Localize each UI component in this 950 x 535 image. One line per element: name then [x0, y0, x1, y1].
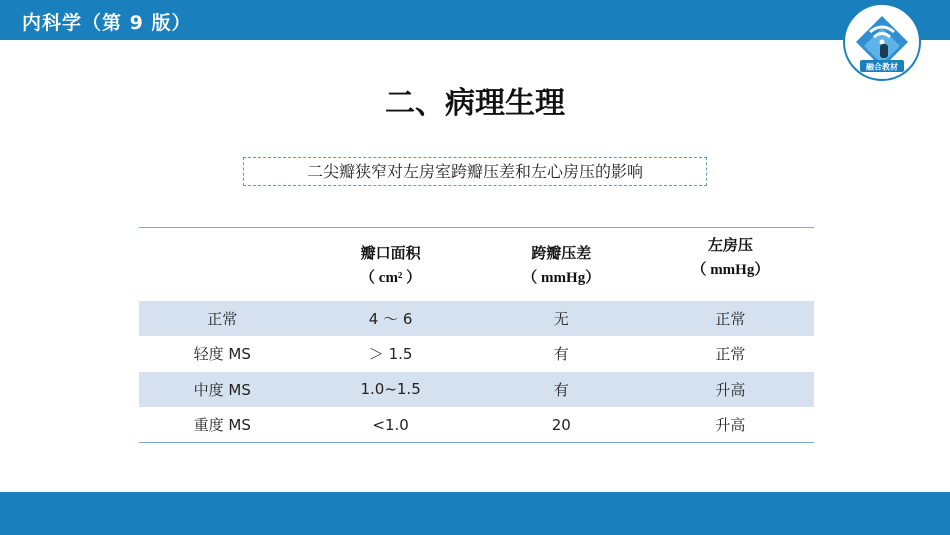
severity-cell: 重度 MS: [193, 416, 251, 434]
table-row: [139, 407, 814, 443]
ms-hemodynamics-table: [139, 227, 814, 443]
valve-area-cell: <1.0: [372, 415, 409, 434]
footer-bar: [0, 492, 950, 535]
column-unit: （ mmHg）: [691, 262, 770, 278]
valve-area-cell: 1.0~1.5: [360, 380, 421, 399]
la-pressure-cell: 升高: [715, 380, 746, 399]
gradient-cell: 20: [551, 415, 571, 434]
slide-title: 二、病理生理: [385, 86, 565, 121]
column-header-valve-area: [306, 228, 476, 301]
table-row: [139, 336, 814, 372]
table-row: [139, 301, 814, 337]
table-row: [139, 372, 814, 408]
la-pressure-cell: 正常: [715, 309, 746, 328]
column-header-gradient: [476, 228, 647, 301]
column-header-la-pressure: [647, 228, 814, 301]
book-title: 内科学（第 9 版）: [22, 12, 192, 34]
column-unit: （ mmHg）: [522, 269, 601, 286]
column-header-severity: [139, 228, 306, 301]
table-header-row: [139, 228, 814, 301]
gradient-cell: 有: [553, 380, 569, 399]
table-caption: 二尖瓣狭窄对左房室跨瓣压差和左心房压的影响: [243, 157, 707, 186]
gradient-cell: 有: [553, 345, 569, 364]
la-pressure-cell: 正常: [715, 345, 746, 364]
gradient-cell: 无: [553, 309, 569, 328]
severity-cell: 轻度 MS: [193, 345, 251, 364]
integrated-textbook-logo: [842, 2, 922, 82]
la-pressure-cell: 升高: [715, 416, 746, 434]
header-bar: [0, 0, 950, 40]
column-label: 左房压: [707, 236, 753, 254]
valve-area-cell: 4 ～ 6: [368, 309, 413, 328]
column-label: 跨瓣压差: [531, 243, 592, 262]
severity-cell: 中度 MS: [193, 380, 251, 399]
column-label: 瓣口面积: [360, 243, 421, 262]
column-unit: （ cm² ）: [360, 269, 422, 286]
severity-cell: 正常: [207, 309, 238, 328]
logo-text: 融合教材: [866, 62, 898, 72]
valve-area-cell: ＞ 1.5: [368, 345, 413, 364]
